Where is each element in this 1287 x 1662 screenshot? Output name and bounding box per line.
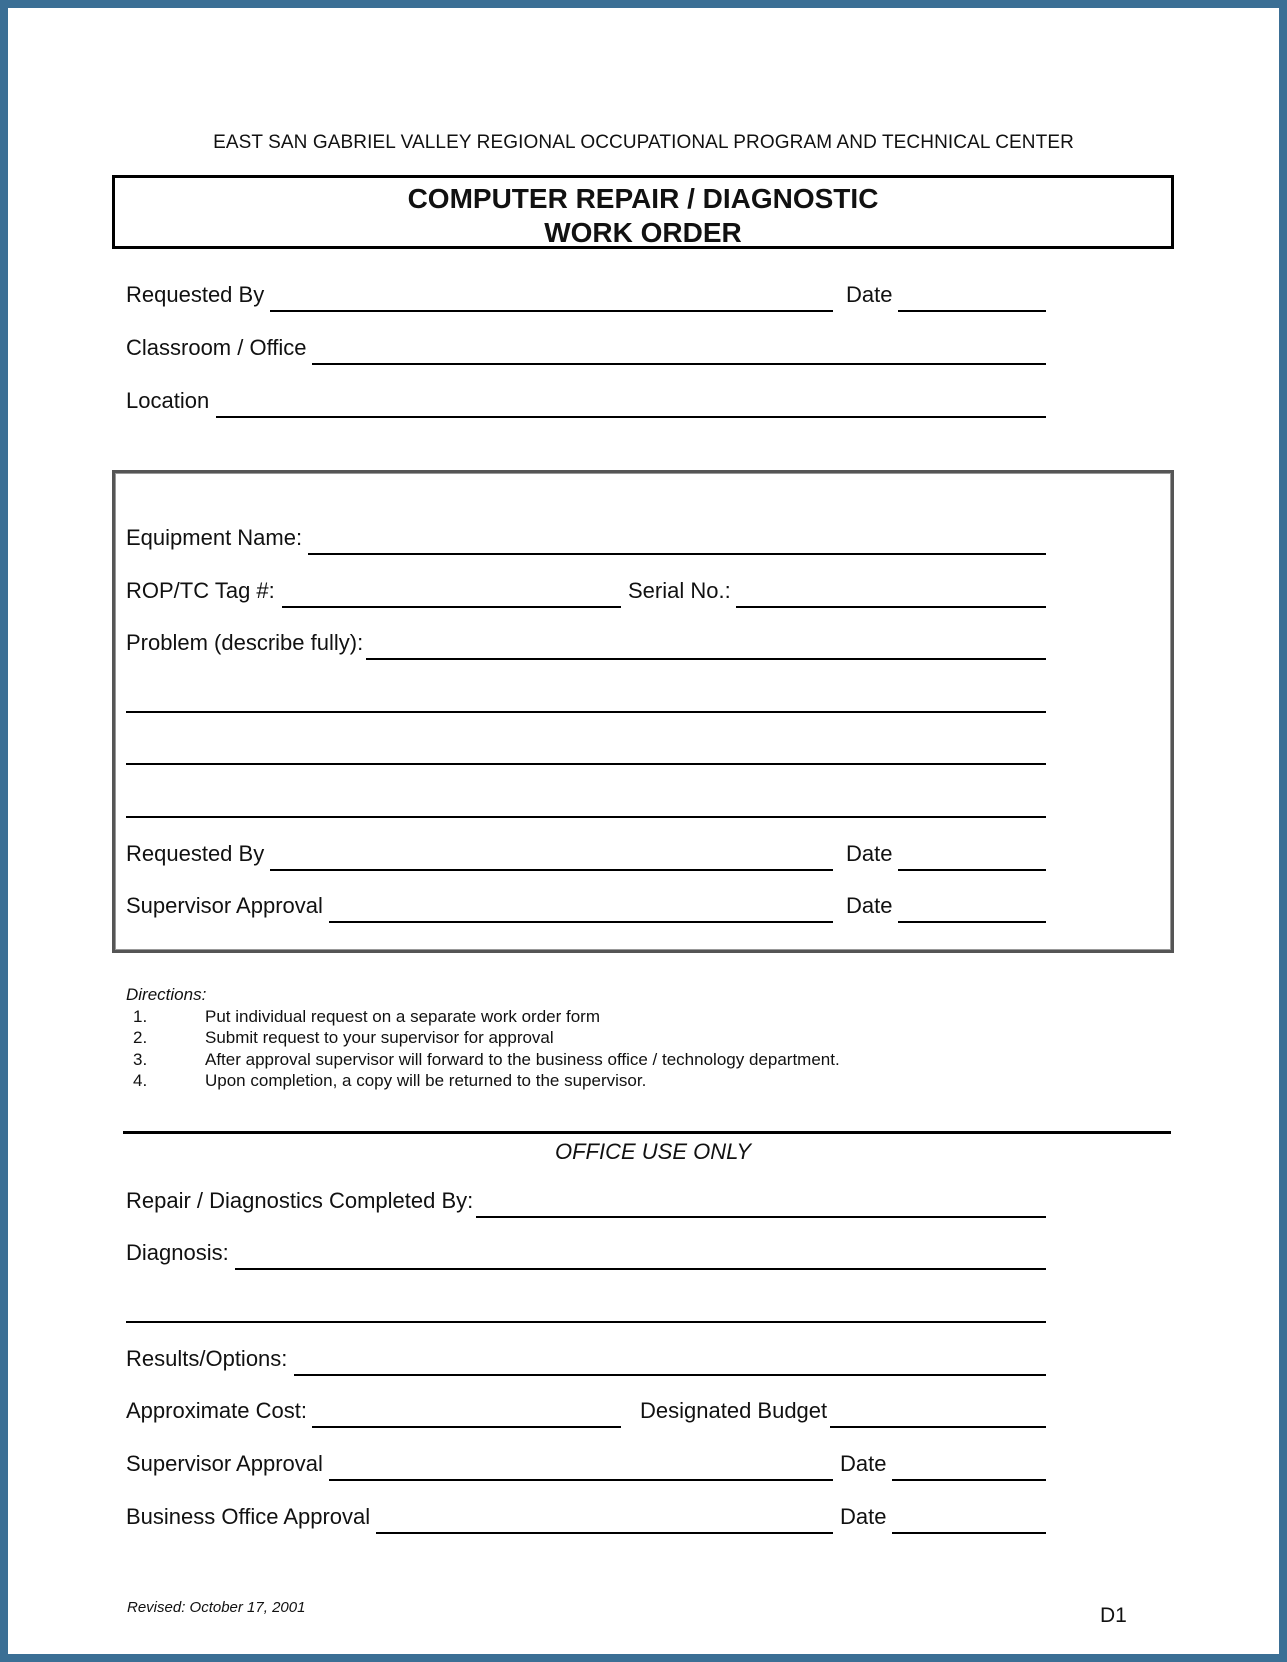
completed-by-field[interactable] <box>476 1216 1046 1218</box>
equipment-name-label: Equipment Name: <box>126 525 303 550</box>
date-label: Date <box>846 282 893 307</box>
revised-date: Revised: October 17, 2001 <box>127 1599 306 1616</box>
completed-by-row <box>126 1188 1046 1218</box>
problem-label: Problem (describe fully): <box>126 630 364 655</box>
list-item-number: 4. <box>133 1071 148 1090</box>
equipment-name-field[interactable] <box>308 553 1046 555</box>
problem-row <box>126 630 1046 660</box>
list-item <box>126 1027 554 1049</box>
business-approval-row <box>126 1504 1046 1534</box>
equipment-requested-by-row <box>126 841 1046 871</box>
equipment-supervisor-field[interactable] <box>329 921 833 923</box>
date-field[interactable] <box>898 310 1046 312</box>
list-item-number: 2. <box>133 1028 148 1047</box>
problem-field-line-3[interactable] <box>126 763 1046 765</box>
tag-serial-row <box>126 578 1046 608</box>
problem-field-line-4[interactable] <box>126 816 1046 818</box>
form-title-box <box>112 175 1174 249</box>
results-label: Results/Options: <box>126 1346 288 1371</box>
list-item-number: 3. <box>133 1049 148 1069</box>
office-use-heading: OFFICE USE ONLY <box>554 1139 751 1164</box>
office-supervisor-field[interactable] <box>329 1479 833 1481</box>
results-field[interactable] <box>294 1374 1046 1376</box>
work-order-page <box>8 8 1279 1654</box>
problem-line-2 <box>126 683 1046 713</box>
location-field[interactable] <box>216 416 1046 418</box>
diagnosis-row <box>126 1240 1046 1270</box>
list-item <box>126 1049 840 1071</box>
results-row <box>126 1346 1046 1376</box>
classroom-office-field[interactable] <box>312 363 1046 365</box>
cost-label: Approximate Cost: <box>126 1398 307 1423</box>
diagnosis-field[interactable] <box>235 1268 1046 1270</box>
equipment-requested-by-field[interactable] <box>270 869 833 871</box>
organization-header: EAST SAN GABRIEL VALLEY REGIONAL OCCUPATIONAL PROGRAM AND TECHNICAL CENTER <box>213 132 1074 153</box>
office-date1-field[interactable] <box>892 1479 1046 1481</box>
list-item-text: Upon completion, a copy will be returned to the supervisor. <box>205 1071 647 1090</box>
location-label: Location <box>126 388 210 413</box>
list-item-number: 1. <box>133 1006 148 1026</box>
office-date2-field[interactable] <box>892 1532 1046 1534</box>
equipment-name-row <box>126 525 1046 555</box>
tag-field[interactable] <box>282 606 621 608</box>
diagnosis-line-2 <box>126 1293 1046 1323</box>
budget-field[interactable] <box>830 1426 1046 1428</box>
problem-line-3 <box>126 735 1046 765</box>
equipment-supervisor-row <box>126 893 1046 923</box>
business-approval-field[interactable] <box>376 1532 833 1534</box>
list-item <box>126 1070 647 1092</box>
serial-label: Serial No.: <box>628 578 731 603</box>
business-approval-label: Business Office Approval <box>126 1504 371 1529</box>
equipment-date-field[interactable] <box>898 869 1046 871</box>
tag-label: ROP/TC Tag #: <box>126 578 275 603</box>
office-divider <box>123 1131 1171 1134</box>
office-supervisor-row <box>126 1451 1046 1481</box>
form-page-id: D1 <box>1100 1604 1127 1627</box>
office-date2-label: Date <box>840 1504 887 1529</box>
problem-line-4 <box>126 788 1046 818</box>
location-row <box>126 388 1046 418</box>
equipment-requested-by-label: Requested By <box>126 841 265 866</box>
diagnosis-label: Diagnosis: <box>126 1240 229 1265</box>
list-item-text: Put individual request on a separate work order form <box>205 1006 600 1026</box>
diagnosis-field-line-2[interactable] <box>126 1321 1046 1323</box>
directions-block <box>126 984 840 1092</box>
form-title-line2: WORK ORDER <box>544 217 742 248</box>
list-item <box>126 1006 600 1028</box>
equipment-date-label: Date <box>846 841 893 866</box>
equipment-date2-label: Date <box>846 893 893 918</box>
completed-by-label: Repair / Diagnostics Completed By: <box>126 1188 474 1213</box>
requested-by-label: Requested By <box>126 282 265 307</box>
classroom-office-row <box>126 335 1046 365</box>
problem-field[interactable] <box>366 658 1046 660</box>
classroom-office-label: Classroom / Office <box>126 335 307 360</box>
requested-by-row <box>126 282 1046 312</box>
office-supervisor-label: Supervisor Approval <box>126 1451 323 1476</box>
cost-field[interactable] <box>312 1426 621 1428</box>
office-date1-label: Date <box>840 1451 887 1476</box>
serial-field[interactable] <box>736 606 1046 608</box>
cost-budget-row <box>126 1398 1046 1428</box>
form-title-line1: COMPUTER REPAIR / DIAGNOSTIC <box>407 183 879 214</box>
equipment-date2-field[interactable] <box>898 921 1046 923</box>
problem-field-line-2[interactable] <box>126 711 1046 713</box>
requested-by-field[interactable] <box>270 310 833 312</box>
equipment-supervisor-label: Supervisor Approval <box>126 893 323 918</box>
list-item-text: Submit request to your supervisor for approval <box>205 1028 554 1047</box>
budget-label: Designated Budget <box>640 1398 828 1423</box>
list-item-text: After approval supervisor will forward to the business office / technology department. <box>205 1049 840 1069</box>
directions-title: Directions: <box>126 985 207 1004</box>
